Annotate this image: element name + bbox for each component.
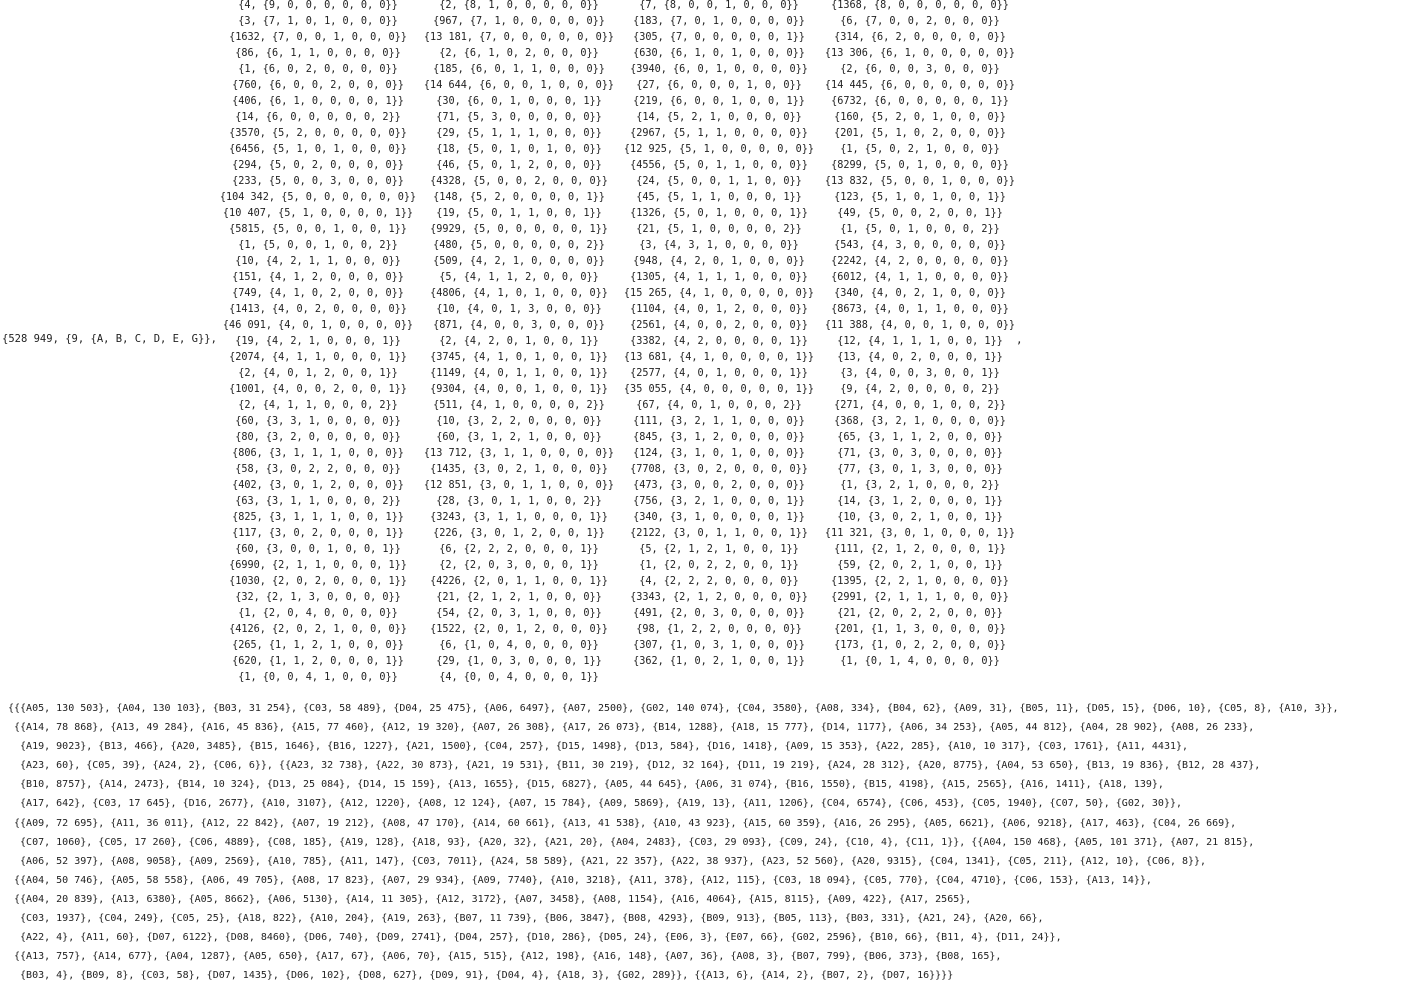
output-line: {C07, 1060}, {C05, 17 260}, {C06, 4889}, {C08, 185}, {A19, 128}, {A18, 93}, {A20, 32}, {A21, 20}, {A04, 2483}, {C03, 29 093}, {C09, 24}, {C10, 4}, {C11, 1}}, {{A04, 150 468}, {A05, 101 371}, {A07, 21 815},: [8, 836, 1255, 848]
count-entry: {3343, {2, 1, 2, 0, 0, 0, 0}}: [630, 592, 808, 603]
count-entry: {271, {4, 0, 0, 1, 0, 0, 2}}: [834, 400, 1006, 411]
count-entry: {111, {3, 2, 1, 1, 0, 0, 0}}: [633, 416, 805, 427]
count-entry: {46, {5, 0, 1, 2, 0, 0, 0}}: [436, 160, 602, 171]
count-entry: {30, {6, 0, 1, 0, 0, 0, 1}}: [436, 96, 602, 107]
trailing-comma: ,: [1016, 333, 1023, 346]
count-entry: {2577, {4, 0, 1, 0, 0, 0, 1}}: [630, 368, 808, 379]
count-column-3: [619, 0, 819, 670]
count-entry: {98, {1, 2, 2, 0, 0, 0, 0}}: [636, 624, 802, 635]
count-entry: {1, {5, 0, 2, 1, 0, 0, 0}}: [840, 144, 1000, 155]
count-entry: {1, {2, 0, 4, 0, 0, 0, 0}}: [238, 608, 398, 619]
count-entry: {4556, {5, 0, 1, 1, 0, 0, 0}}: [630, 160, 808, 171]
count-entry: {67, {4, 0, 1, 0, 0, 0, 2}}: [636, 400, 802, 411]
count-entry: {845, {3, 1, 2, 0, 0, 0, 0}}: [633, 432, 805, 443]
count-entry: {15 265, {4, 1, 0, 0, 0, 0, 0}}: [623, 288, 815, 299]
count-entry: {7708, {3, 0, 2, 0, 0, 0, 0}}: [630, 464, 808, 475]
count-entry: {3745, {4, 1, 0, 1, 0, 0, 1}}: [430, 352, 608, 363]
count-entry: {5, {4, 1, 1, 2, 0, 0, 0}}: [439, 272, 599, 283]
output-line: {{{A05, 130 503}, {A04, 130 103}, {B03, 31 254}, {C03, 58 489}, {D04, 25 475}, {A06, 6497}, {A07, 2500}, {G02, 140 074}, {C04, 3580}, {A08, 334}, {B04, 62}, {A09, 31}, {B05, 11}, {D05, 15}, {D06, 10}, {C05, 8}, {A10, 3}},: [8, 703, 1339, 714]
count-entry: {1305, {4, 1, 1, 1, 0, 0, 0}}: [630, 272, 808, 283]
count-entry: {2, {4, 2, 0, 1, 0, 0, 1}}: [439, 336, 599, 347]
count-entry: {1326, {5, 0, 1, 0, 0, 0, 1}}: [630, 208, 808, 219]
count-entry: {117, {3, 0, 2, 0, 0, 0, 1}}: [232, 528, 404, 539]
count-entry: {1001, {4, 0, 0, 2, 0, 0, 1}}: [229, 384, 407, 395]
count-entry: {12, {4, 1, 1, 1, 0, 0, 1}}: [837, 336, 1003, 347]
count-entry: {6990, {2, 1, 1, 0, 0, 0, 1}}: [229, 560, 407, 571]
count-entry: {45, {5, 1, 1, 0, 0, 0, 1}}: [636, 192, 802, 203]
count-entry: {8299, {5, 0, 1, 0, 0, 0, 0}}: [831, 160, 1009, 171]
count-entry: {28, {3, 0, 1, 1, 0, 0, 2}}: [436, 496, 602, 507]
count-entry: {1, {5, 0, 0, 1, 0, 0, 2}}: [238, 240, 398, 251]
nested-list-output: [8, 699, 1424, 985]
count-entry: {3940, {6, 0, 1, 0, 0, 0, 0}}: [630, 64, 808, 75]
count-entry: {3382, {4, 2, 0, 0, 0, 0, 1}}: [630, 336, 808, 347]
count-entry: {2, {8, 1, 0, 0, 0, 0, 0}}: [439, 0, 599, 11]
count-entry: {13 712, {3, 1, 1, 0, 0, 0, 0}}: [423, 448, 615, 459]
count-entry: {49, {5, 0, 0, 2, 0, 0, 1}}: [837, 208, 1003, 219]
output-line: {{A09, 72 695}, {A11, 36 011}, {A12, 22 842}, {A07, 19 212}, {A08, 47 170}, {A14, 60 661}, {A13, 41 538}, {A10, 43 923}, {A15, 60 359}, {A16, 26 295}, {A05, 6621}, {A06, 9218}, {A17, 463}, {C04, 26 669},: [8, 817, 1237, 829]
count-entry: {46 091, {4, 0, 1, 0, 0, 0, 0}}: [222, 320, 414, 331]
count-entry: {226, {3, 0, 1, 2, 0, 0, 1}}: [433, 528, 605, 539]
count-entry: {8673, {4, 0, 1, 1, 0, 0, 0}}: [831, 304, 1009, 315]
count-entry: {10, {4, 0, 1, 3, 0, 0, 0}}: [436, 304, 602, 315]
count-entry: {967, {7, 1, 0, 0, 0, 0, 0}}: [433, 16, 605, 27]
count-entry: {1632, {7, 0, 0, 1, 0, 0, 0}}: [229, 32, 407, 43]
count-entry: {2074, {4, 1, 1, 0, 0, 0, 1}}: [229, 352, 407, 363]
count-entry: {29, {1, 0, 3, 0, 0, 0, 1}}: [436, 656, 602, 667]
count-entry: {4126, {2, 0, 2, 1, 0, 0, 0}}: [229, 624, 407, 635]
count-entry: {21, {2, 0, 2, 2, 0, 0, 0}}: [837, 608, 1003, 619]
output-line: {A17, 642}, {C03, 17 645}, {D16, 2677}, {A10, 3107}, {A12, 1220}, {A08, 12 124}, {A07, 15 784}, {A09, 5869}, {A19, 13}, {A11, 1206}, {C04, 6574}, {C06, 453}, {C05, 1940}, {C07, 50}, {G02, 30}},: [8, 798, 1182, 810]
count-entry: {402, {3, 0, 1, 2, 0, 0, 0}}: [232, 480, 404, 491]
count-entry: {151, {4, 1, 2, 0, 0, 0, 0}}: [232, 272, 404, 283]
count-entry: {10, {4, 2, 1, 1, 0, 0, 0}}: [235, 256, 401, 267]
count-entry: {60, {3, 3, 1, 0, 0, 0, 0}}: [235, 416, 401, 427]
count-entry: {59, {2, 0, 2, 1, 0, 0, 1}}: [837, 560, 1003, 571]
count-entry: {124, {3, 1, 0, 1, 0, 0, 0}}: [633, 448, 805, 459]
count-entry: {2, {6, 1, 0, 2, 0, 0, 0}}: [439, 48, 599, 59]
count-entry: {21, {5, 1, 0, 0, 0, 0, 2}}: [636, 224, 802, 235]
count-entry: {5815, {5, 0, 0, 1, 0, 0, 1}}: [229, 224, 407, 235]
count-entry: {760, {6, 0, 0, 2, 0, 0, 0}}: [232, 80, 404, 91]
count-entry: {5, {2, 1, 2, 1, 0, 0, 1}}: [639, 544, 799, 555]
count-entry: {13 832, {5, 0, 0, 1, 0, 0, 0}}: [824, 176, 1016, 187]
count-entry: {10, {3, 0, 2, 1, 0, 0, 1}}: [837, 512, 1003, 523]
count-entry: {4328, {5, 0, 0, 2, 0, 0, 0}}: [430, 176, 608, 187]
count-entry: {13 306, {6, 1, 0, 0, 0, 0, 0}}: [824, 48, 1016, 59]
count-entry: {3, {4, 0, 0, 3, 0, 0, 1}}: [840, 368, 1000, 379]
count-entry: {14, {5, 2, 1, 0, 0, 0, 0}}: [636, 112, 802, 123]
count-entry: {201, {5, 1, 0, 2, 0, 0, 0}}: [834, 128, 1006, 139]
count-entry: {14 644, {6, 0, 0, 1, 0, 0, 0}}: [423, 80, 615, 91]
count-entry: {362, {1, 0, 2, 1, 0, 0, 1}}: [633, 656, 805, 667]
count-entry: {6, {1, 0, 4, 0, 0, 0, 0}}: [439, 640, 599, 651]
count-entry: {3, {4, 3, 1, 0, 0, 0, 0}}: [639, 240, 799, 251]
count-entry: {19, {4, 2, 1, 0, 0, 0, 1}}: [235, 336, 401, 347]
output-line: {A23, 60}, {C05, 39}, {A24, 2}, {C06, 6}}, {{A23, 32 738}, {A22, 30 873}, {A21, 19 531}, {B11, 30 219}, {D12, 32 164}, {D11, 19 219}, {A24, 28 312}, {A20, 8775}, {A04, 53 650}, {B13, 19 836}, {B12, 28 437},: [8, 760, 1261, 772]
count-entry: {13, {4, 0, 2, 0, 0, 0, 1}}: [837, 352, 1003, 363]
count-entry: {32, {2, 1, 3, 0, 0, 0, 0}}: [235, 592, 401, 603]
count-entry: {3, {7, 1, 0, 1, 0, 0, 0}}: [238, 16, 398, 27]
count-entry: {123, {5, 1, 0, 1, 0, 0, 1}}: [834, 192, 1006, 203]
count-entry: {620, {1, 1, 2, 0, 0, 0, 1}}: [232, 656, 404, 667]
count-entry: {2991, {2, 1, 1, 1, 0, 0, 0}}: [831, 592, 1009, 603]
count-entry: {1, {6, 0, 2, 0, 0, 0, 0}}: [238, 64, 398, 75]
count-entry: {10, {3, 2, 2, 0, 0, 0, 0}}: [436, 416, 602, 427]
count-entry: {27, {6, 0, 0, 0, 1, 0, 0}}: [636, 80, 802, 91]
count-entry: {3243, {3, 1, 1, 0, 0, 0, 1}}: [430, 512, 608, 523]
count-entry: {1368, {8, 0, 0, 0, 0, 0, 0}}: [831, 0, 1009, 11]
output-line: {A22, 4}, {A11, 60}, {D07, 6122}, {D08, 8460}, {D06, 740}, {D09, 2741}, {D04, 257}, {D10, 286}, {D05, 24}, {E06, 3}, {E07, 66}, {G02, 2596}, {B10, 66}, {B11, 4}, {D11, 24}},: [8, 932, 1062, 944]
count-entry: {294, {5, 0, 2, 0, 0, 0, 0}}: [232, 160, 404, 171]
count-entry: {9929, {5, 0, 0, 0, 0, 0, 1}}: [430, 224, 608, 235]
count-entry: {2242, {4, 2, 0, 0, 0, 0, 0}}: [831, 256, 1009, 267]
count-entry: {12 925, {5, 1, 0, 0, 0, 0, 0}}: [623, 144, 815, 155]
count-entry: {2967, {5, 1, 1, 0, 0, 0, 0}}: [630, 128, 808, 139]
count-entry: {4226, {2, 0, 1, 1, 0, 0, 1}}: [430, 576, 608, 587]
count-entry: {148, {5, 2, 0, 0, 0, 0, 1}}: [433, 192, 605, 203]
count-entry: {1413, {4, 0, 2, 0, 0, 0, 0}}: [229, 304, 407, 315]
count-entry: {265, {1, 1, 2, 1, 0, 0, 0}}: [232, 640, 404, 651]
count-entry: {71, {5, 3, 0, 0, 0, 0, 0}}: [436, 112, 602, 123]
count-entry: {1435, {3, 0, 2, 1, 0, 0, 0}}: [430, 464, 608, 475]
count-entry: {11 388, {4, 0, 0, 1, 0, 0, 0}}: [824, 320, 1016, 331]
count-entry: {305, {7, 0, 0, 0, 0, 0, 1}}: [633, 32, 805, 43]
count-entry: {871, {4, 0, 0, 3, 0, 0, 0}}: [433, 320, 605, 331]
count-entry: {756, {3, 2, 1, 0, 0, 0, 1}}: [633, 496, 805, 507]
count-entry: {14, {6, 0, 0, 0, 0, 0, 2}}: [235, 112, 401, 123]
count-entry: {80, {3, 2, 0, 0, 0, 0, 0}}: [235, 432, 401, 443]
count-entry: {111, {2, 1, 2, 0, 0, 0, 1}}: [834, 544, 1006, 555]
output-line: {{A13, 757}, {A14, 677}, {A04, 1287}, {A05, 650}, {A17, 67}, {A06, 70}, {A15, 515}, {A12, 198}, {A16, 148}, {A07, 36}, {A08, 3}, {B07, 799}, {B06, 373}, {B08, 165},: [8, 951, 1002, 963]
count-entry: {77, {3, 0, 1, 3, 0, 0, 0}}: [837, 464, 1003, 475]
count-entry: {509, {4, 2, 1, 0, 0, 0, 0}}: [433, 256, 605, 267]
count-entry: {1104, {4, 0, 1, 2, 0, 0, 0}}: [630, 304, 808, 315]
count-entry: {6, {7, 0, 0, 2, 0, 0, 0}}: [840, 16, 1000, 27]
count-entry: {13 681, {4, 1, 0, 0, 0, 0, 1}}: [623, 352, 815, 363]
count-entry: {11 321, {3, 0, 1, 0, 0, 0, 1}}: [824, 528, 1016, 539]
count-entry: {35 055, {4, 0, 0, 0, 0, 0, 1}}: [623, 384, 815, 395]
count-entry: {2, {4, 1, 1, 0, 0, 0, 2}}: [238, 400, 398, 411]
count-entry: {160, {5, 2, 0, 1, 0, 0, 0}}: [834, 112, 1006, 123]
count-entry: {60, {3, 1, 2, 1, 0, 0, 0}}: [436, 432, 602, 443]
count-entry: {4, {9, 0, 0, 0, 0, 0, 0}}: [238, 0, 398, 11]
count-entry: {1, {3, 2, 1, 0, 0, 0, 2}}: [840, 480, 1000, 491]
count-entry: {19, {5, 0, 1, 1, 0, 0, 1}}: [436, 208, 602, 219]
count-entry: {2, {2, 0, 3, 0, 0, 0, 1}}: [439, 560, 599, 571]
count-entry: {7, {8, 0, 0, 1, 0, 0, 0}}: [639, 0, 799, 11]
count-entry: {2, {4, 0, 1, 2, 0, 0, 1}}: [238, 368, 398, 379]
count-entry: {21, {2, 1, 2, 1, 0, 0, 0}}: [436, 592, 602, 603]
output-line: {{A04, 20 839}, {A13, 6380}, {A05, 8662}, {A06, 5130}, {A14, 11 305}, {A12, 3172}, {A07, 3458}, {A08, 1154}, {A16, 4064}, {A15, 8115}, {A09, 422}, {A17, 2565},: [8, 893, 972, 905]
count-entry: {2122, {3, 0, 1, 1, 0, 0, 1}}: [630, 528, 808, 539]
count-entry: {480, {5, 0, 0, 0, 0, 0, 2}}: [433, 240, 605, 251]
count-entry: {543, {4, 3, 0, 0, 0, 0, 0}}: [834, 240, 1006, 251]
output-line: {{A14, 78 868}, {A13, 49 284}, {A16, 45 836}, {A15, 77 460}, {A12, 19 320}, {A07, 26 308}, {A17, 26 073}, {B14, 1288}, {A18, 15 777}, {D14, 1177}, {A06, 34 253}, {A05, 44 812}, {A04, 28 902}, {A08, 26 233},: [8, 722, 1255, 734]
output-line: {B10, 8757}, {A14, 2473}, {B14, 10 324}, {D13, 25 084}, {D14, 15 159}, {A13, 1655}, {D15, 6827}, {A05, 44 645}, {A06, 31 074}, {B16, 1550}, {B15, 4198}, {A15, 2565}, {A16, 1411}, {A18, 139},: [8, 779, 1164, 791]
count-entry: {630, {6, 1, 0, 1, 0, 0, 0}}: [633, 48, 805, 59]
count-entry: {86, {6, 1, 1, 0, 0, 0, 0}}: [235, 48, 401, 59]
count-column-1: [218, 0, 418, 686]
count-entry: {6732, {6, 0, 0, 0, 0, 0, 1}}: [831, 96, 1009, 107]
count-entry: {6, {2, 2, 2, 0, 0, 0, 1}}: [439, 544, 599, 555]
count-entry: {749, {4, 1, 0, 2, 0, 0, 0}}: [232, 288, 404, 299]
count-column-2: [419, 0, 619, 686]
output-line: {A06, 52 397}, {A08, 9058}, {A09, 2569}, {A10, 785}, {A11, 147}, {C03, 7011}, {A24, 58 589}, {A21, 22 357}, {A22, 38 937}, {A23, 52 560}, {A20, 9315}, {C04, 1341}, {C05, 211}, {A12, 10}, {C06, 8}},: [8, 855, 1207, 867]
count-entry: {71, {3, 0, 3, 0, 0, 0, 0}}: [837, 448, 1003, 459]
count-entry: {14, {3, 1, 2, 0, 0, 0, 1}}: [837, 496, 1003, 507]
count-entry: {1149, {4, 0, 1, 1, 0, 0, 1}}: [430, 368, 608, 379]
count-entry: {6012, {4, 1, 1, 0, 0, 0, 0}}: [831, 272, 1009, 283]
count-entry: {1030, {2, 0, 2, 0, 0, 0, 1}}: [229, 576, 407, 587]
count-entry: {368, {3, 2, 1, 0, 0, 0, 0}}: [834, 416, 1006, 427]
count-entry: {9, {4, 2, 0, 0, 0, 0, 2}}: [840, 384, 1000, 395]
count-entry: {54, {2, 0, 3, 1, 0, 0, 0}}: [436, 608, 602, 619]
count-entry: {4806, {4, 1, 0, 1, 0, 0, 0}}: [430, 288, 608, 299]
count-entry: {13 181, {7, 0, 0, 0, 0, 0, 0}}: [423, 32, 615, 43]
count-entry: {314, {6, 2, 0, 0, 0, 0, 0}}: [834, 32, 1006, 43]
count-entry: {1, {0, 0, 4, 1, 0, 0, 0}}: [238, 672, 398, 683]
count-entry: {1, {2, 0, 2, 2, 0, 0, 1}}: [639, 560, 799, 571]
count-entry: {201, {1, 1, 3, 0, 0, 0, 0}}: [834, 624, 1006, 635]
count-entry: {219, {6, 0, 0, 1, 0, 0, 1}}: [633, 96, 805, 107]
count-entry: {3570, {5, 2, 0, 0, 0, 0, 0}}: [229, 128, 407, 139]
count-entry: {1522, {2, 0, 1, 2, 0, 0, 0}}: [430, 624, 608, 635]
count-entry: {58, {3, 0, 2, 2, 0, 0, 0}}: [235, 464, 401, 475]
count-entry: {307, {1, 0, 3, 1, 0, 0, 0}}: [633, 640, 805, 651]
count-entry: {63, {3, 1, 1, 0, 0, 0, 2}}: [235, 496, 401, 507]
count-entry: {4, {2, 2, 2, 0, 0, 0, 0}}: [639, 576, 799, 587]
output-line: {B03, 4}, {B09, 8}, {C03, 58}, {D07, 1435}, {D06, 102}, {D08, 627}, {D09, 91}, {D04, 4}, {A18, 3}, {G02, 289}}, {{A13, 6}, {A14, 2}, {B07, 2}, {D07, 16}}}}: [8, 970, 954, 982]
count-entry: {4, {0, 0, 4, 0, 0, 0, 1}}: [439, 672, 599, 683]
count-entry: {9304, {4, 0, 0, 1, 0, 0, 1}}: [430, 384, 608, 395]
count-entry: {185, {6, 0, 1, 1, 0, 0, 0}}: [433, 64, 605, 75]
count-entry: {29, {5, 1, 1, 1, 0, 0, 0}}: [436, 128, 602, 139]
count-entry: {6456, {5, 1, 0, 1, 0, 0, 0}}: [229, 144, 407, 155]
count-entry: {511, {4, 1, 0, 0, 0, 0, 2}}: [433, 400, 605, 411]
count-entry: {340, {3, 1, 0, 0, 0, 0, 1}}: [633, 512, 805, 523]
count-entry: {1, {0, 1, 4, 0, 0, 0, 0}}: [840, 656, 1000, 667]
count-entry: {173, {1, 0, 2, 2, 0, 0, 0}}: [834, 640, 1006, 651]
count-entry: {60, {3, 0, 0, 1, 0, 0, 1}}: [235, 544, 401, 555]
output-prefix: {528 949, {9, {A, B, C, D, E, G}},: [2, 333, 217, 345]
count-entry: {825, {3, 1, 1, 1, 0, 0, 1}}: [232, 512, 404, 523]
output-line: {C03, 1937}, {C04, 249}, {C05, 25}, {A18, 822}, {A10, 204}, {A19, 263}, {B07, 11 739}, {B06, 3847}, {B08, 4293}, {B09, 913}, {B05, 113}, {B03, 331}, {A21, 24}, {A20, 66},: [8, 913, 1044, 925]
count-entry: {473, {3, 0, 0, 2, 0, 0, 0}}: [633, 480, 805, 491]
count-entry: {491, {2, 0, 3, 0, 0, 0, 0}}: [633, 608, 805, 619]
count-entry: {406, {6, 1, 0, 0, 0, 0, 1}}: [232, 96, 404, 107]
count-entry: {10 407, {5, 1, 0, 0, 0, 0, 1}}: [222, 208, 414, 219]
count-entry: {104 342, {5, 0, 0, 0, 0, 0, 0}}: [219, 192, 417, 203]
count-entry: {1395, {2, 2, 1, 0, 0, 0, 0}}: [831, 576, 1009, 587]
count-entry: {806, {3, 1, 1, 1, 0, 0, 0}}: [232, 448, 404, 459]
count-entry: {948, {4, 2, 0, 1, 0, 0, 0}}: [633, 256, 805, 267]
count-entry: {12 851, {3, 0, 1, 1, 0, 0, 0}}: [423, 480, 615, 491]
count-entry: {14 445, {6, 0, 0, 0, 0, 0, 0}}: [824, 80, 1016, 91]
output-line: {{A04, 50 746}, {A05, 58 558}, {A06, 49 705}, {A08, 17 823}, {A07, 29 934}, {A09, 7740}, {A10, 3218}, {A11, 378}, {A12, 115}, {C03, 18 094}, {C05, 770}, {C04, 4710}, {C06, 153}, {A13, 14}},: [8, 874, 1152, 886]
count-entry: {2561, {4, 0, 0, 2, 0, 0, 0}}: [630, 320, 808, 331]
count-entry: {183, {7, 0, 1, 0, 0, 0, 0}}: [633, 16, 805, 27]
count-entry: {1, {5, 0, 1, 0, 0, 0, 2}}: [840, 224, 1000, 235]
count-entry: {18, {5, 0, 1, 0, 1, 0, 0}}: [436, 144, 602, 155]
count-entry: {2, {6, 0, 0, 3, 0, 0, 0}}: [840, 64, 1000, 75]
output-line: {A19, 9023}, {B13, 466}, {A20, 3485}, {B15, 1646}, {B16, 1227}, {A21, 1500}, {C04, 257}, {D15, 1498}, {D13, 584}, {D16, 1418}, {A09, 15 353}, {A22, 285}, {A10, 10 317}, {C03, 1761}, {A11, 4431},: [8, 741, 1189, 753]
count-entry: {233, {5, 0, 0, 3, 0, 0, 0}}: [232, 176, 404, 187]
count-entry: {65, {3, 1, 1, 2, 0, 0, 0}}: [837, 432, 1003, 443]
count-column-4: [820, 0, 1020, 670]
count-entry: {340, {4, 0, 2, 1, 0, 0, 0}}: [834, 288, 1006, 299]
count-entry: {24, {5, 0, 0, 1, 1, 0, 0}}: [636, 176, 802, 187]
